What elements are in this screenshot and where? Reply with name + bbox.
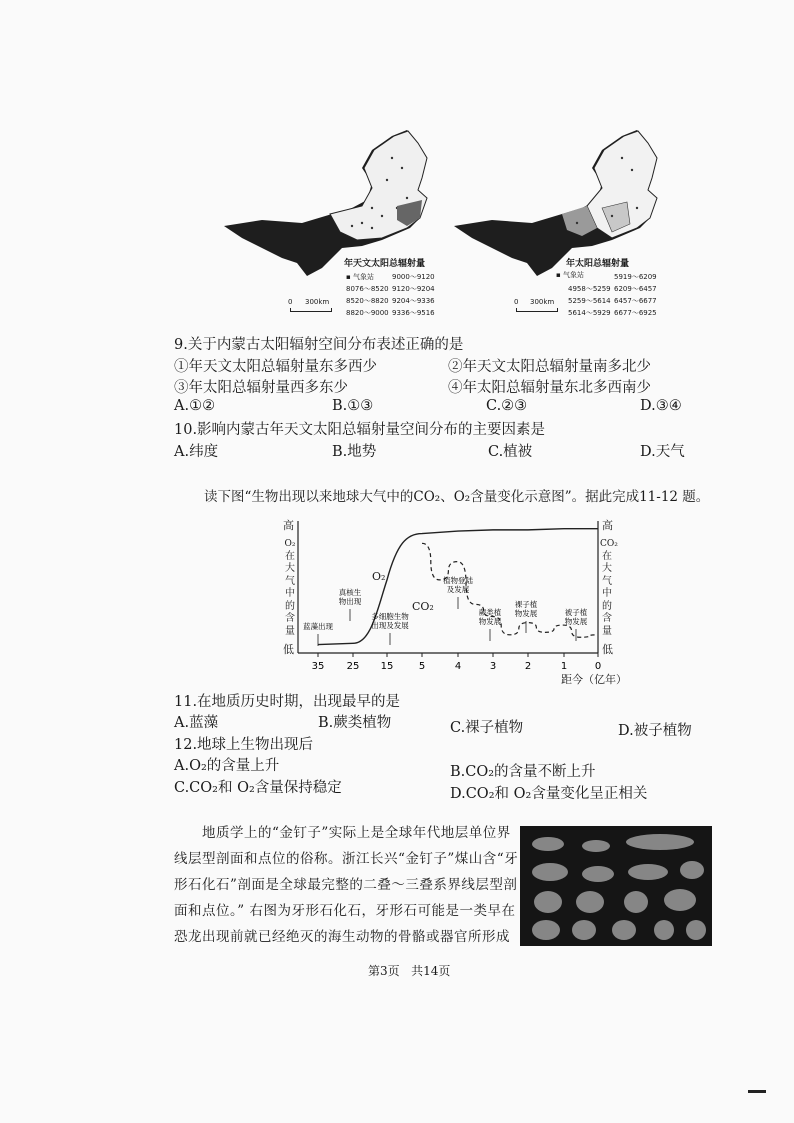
map-left-legend-3: 9120～9204 xyxy=(392,285,435,293)
passage-line-2: 线层型剖面和点位的俗称。浙江长兴“金钉子”煤山含“牙 xyxy=(174,851,519,867)
map-right-station-label: 气象站 xyxy=(562,271,584,279)
map-right-scale-zero: 0 xyxy=(514,298,519,306)
map-left-title: 年天文太阳总辐射量 xyxy=(344,259,426,269)
annotations xyxy=(303,575,588,646)
passage-line-5: 恐龙出现前就已经绝灭的海生动物的骨骼或器官所形成 xyxy=(174,929,510,945)
conodont-fossil-photo xyxy=(520,826,712,946)
x-tick-label-0: 0 xyxy=(594,661,602,672)
q9-option-c[interactable]: C.②③ xyxy=(486,398,528,414)
chart-right-low: 低 xyxy=(602,643,613,656)
map-right-station: ▪ 气象站 xyxy=(556,271,584,279)
map-left-station: ▪ 气象站 xyxy=(346,273,374,281)
map-right-legend-7: 6677～6925 xyxy=(614,309,657,317)
passage-line-4: 面和点位。” 右图为牙形石化石，牙形石可能是一类早在 xyxy=(174,903,516,919)
q9-stem: 9.关于内蒙古太阳辐射空间分布表述正确的是 xyxy=(174,337,464,353)
annotation-0-line-0: 蓝藻出现 xyxy=(303,622,333,631)
map-right-legend-6: 5614～5929 xyxy=(568,309,611,317)
annotation-1-line-1: 物出现 xyxy=(338,597,362,606)
map-left-scale-zero: 0 xyxy=(288,298,293,306)
q9-option-b[interactable]: B.①③ xyxy=(332,398,374,414)
map-left-legend-1: 9000～9120 xyxy=(392,273,435,281)
right-char-0: CO₂ xyxy=(600,539,618,549)
right-char-7: 量 xyxy=(602,625,612,637)
q11-option-b[interactable]: B.蕨类植物 xyxy=(318,715,392,731)
x-tick-label-35: 35 xyxy=(311,661,325,672)
right-char-3: 气 xyxy=(602,575,612,587)
map-left-scale-bar xyxy=(290,308,332,312)
annotation-6-line-0: 被子植 xyxy=(564,608,588,617)
map-left-legend-6: 8820～9000 xyxy=(346,309,389,317)
q12-stem: 12.地球上生物出现后 xyxy=(174,737,314,753)
fossil-shapes xyxy=(520,826,712,946)
left-char-7: 量 xyxy=(285,625,295,637)
q9-statement-3: ③年太阳总辐射量西多东少 xyxy=(174,380,348,396)
annotation-5-line-1: 物发展 xyxy=(514,609,538,618)
q9-option-a[interactable]: A.①② xyxy=(174,398,216,414)
annotation-6-line-1: 物发展 xyxy=(564,617,588,626)
map-left-legend-7: 9336～9516 xyxy=(392,309,435,317)
annotation-2-line-1: 出现及发展 xyxy=(371,621,409,630)
q9-option-d[interactable]: D.③④ xyxy=(640,398,682,414)
left-char-4: 中 xyxy=(285,588,295,599)
left-char-6: 含 xyxy=(285,613,295,624)
page-footer: 第3页 共14页 xyxy=(368,964,451,978)
o2-co2-chart xyxy=(280,515,620,687)
corner-mark xyxy=(748,1090,766,1093)
right-char-2: 大 xyxy=(602,563,612,574)
annotation-4-line-0: 蕨类植 xyxy=(478,608,502,617)
x-tick-label-3: 3 xyxy=(489,661,497,672)
map-right-title: 年太阳总辐射量 xyxy=(566,259,630,269)
q11-option-d[interactable]: D.被子植物 xyxy=(618,723,692,739)
left-char-1: 在 xyxy=(285,550,295,562)
map-right-scale-bar xyxy=(516,308,558,312)
x-tick-label-15: 15 xyxy=(380,661,394,672)
map-right-legend-3: 6209～6457 xyxy=(614,285,657,293)
q12-option-d[interactable]: D.CO₂和 O₂含量变化呈正相关 xyxy=(450,786,648,802)
q12-option-b[interactable]: B.CO₂的含量不断上升 xyxy=(450,764,596,780)
x-tick-label-2: 2 xyxy=(524,661,532,672)
passage xyxy=(174,820,519,950)
chart-x-label: 距今（亿年） xyxy=(561,673,627,686)
annotation-3-line-0: 植物登陆 xyxy=(443,576,473,585)
annotation-2-line-0: 多细胞生物 xyxy=(371,612,409,621)
q12-option-a[interactable]: A.O₂的含量上升 xyxy=(174,758,280,774)
q11-option-c[interactable]: C.裸子植物 xyxy=(450,720,524,736)
chart-left-axis-label xyxy=(284,538,296,638)
map-left-scale: 300km xyxy=(305,298,330,306)
q11-option-a[interactable]: A.蓝藻 xyxy=(174,715,219,731)
passage-line-3: 形石化石”剖面是全球最完整的二叠～三叠系界线层型剖 xyxy=(174,877,518,893)
q10-option-d[interactable]: D.天气 xyxy=(640,444,685,460)
right-char-1: 在 xyxy=(602,550,612,562)
map-left-legend-2: 8076～8520 xyxy=(346,285,389,293)
map-right-scale: 300km xyxy=(530,298,555,306)
chart-left-low: 低 xyxy=(283,643,294,656)
x-tick-label-4: 4 xyxy=(454,661,462,672)
q10-option-a[interactable]: A.纬度 xyxy=(174,444,219,460)
map-right-legend-2: 4958～5259 xyxy=(568,285,611,293)
left-char-5: 的 xyxy=(285,600,295,612)
q10-option-b[interactable]: B.地势 xyxy=(332,444,377,460)
q10-option-c[interactable]: C.植被 xyxy=(488,444,533,460)
map-right-legend-1: 5919～6209 xyxy=(614,273,657,281)
q12-option-c[interactable]: C.CO₂和 O₂含量保持稳定 xyxy=(174,780,342,796)
x-tick-label-1: 1 xyxy=(560,661,568,672)
annotation-4-line-1: 物发展 xyxy=(478,617,502,626)
q9-statement-1: ①年天文太阳总辐射量东多西少 xyxy=(174,359,377,375)
annotation-1-line-0: 真核生 xyxy=(338,588,362,597)
map-left-legend-4: 8520～8820 xyxy=(346,297,389,305)
chart-intro: 读下图“生物出现以来地球大气中的CO₂、O₂含量变化示意图”。据此完成11-12 题。 xyxy=(204,489,710,505)
chart-right-axis-label xyxy=(600,538,618,638)
co2-series-label: CO₂ xyxy=(412,600,434,613)
map-right-legend-4: 5259～5614 xyxy=(568,297,611,305)
right-char-6: 含 xyxy=(602,613,612,624)
q9-statement-2: ②年天文太阳总辐射量南多北少 xyxy=(448,359,651,375)
map-left-legend-5: 9204～9336 xyxy=(392,297,435,305)
q9-statement-4: ④年太阳总辐射量东北多西南少 xyxy=(448,380,651,396)
annotation-3-line-1: 及发展 xyxy=(446,585,470,594)
q11-stem: 11.在地质历史时期，出现最早的是 xyxy=(174,694,401,710)
left-char-0: O₂ xyxy=(284,539,296,549)
x-tick-label-25: 25 xyxy=(346,661,360,672)
o2-series-label: O₂ xyxy=(372,570,386,583)
map-right-legend-5: 6457～6677 xyxy=(614,297,657,305)
chart-left-high: 高 xyxy=(283,519,294,532)
x-tick-label-5: 5 xyxy=(418,661,426,672)
map-left-station-label: 气象站 xyxy=(352,273,374,281)
left-char-2: 大 xyxy=(285,563,295,574)
passage-line-1: 地质学上的“金钉子”实际上是全球年代地层单位界 xyxy=(202,825,511,841)
right-char-5: 的 xyxy=(602,600,612,612)
q10-stem: 10.影响内蒙古年天文太阳总辐射量空间分布的主要因素是 xyxy=(174,422,546,438)
x-ticks xyxy=(312,653,602,672)
annotation-5-line-0: 裸子植 xyxy=(514,600,538,609)
right-char-4: 中 xyxy=(602,588,612,599)
chart-right-high: 高 xyxy=(602,519,613,532)
left-char-3: 气 xyxy=(285,575,295,587)
